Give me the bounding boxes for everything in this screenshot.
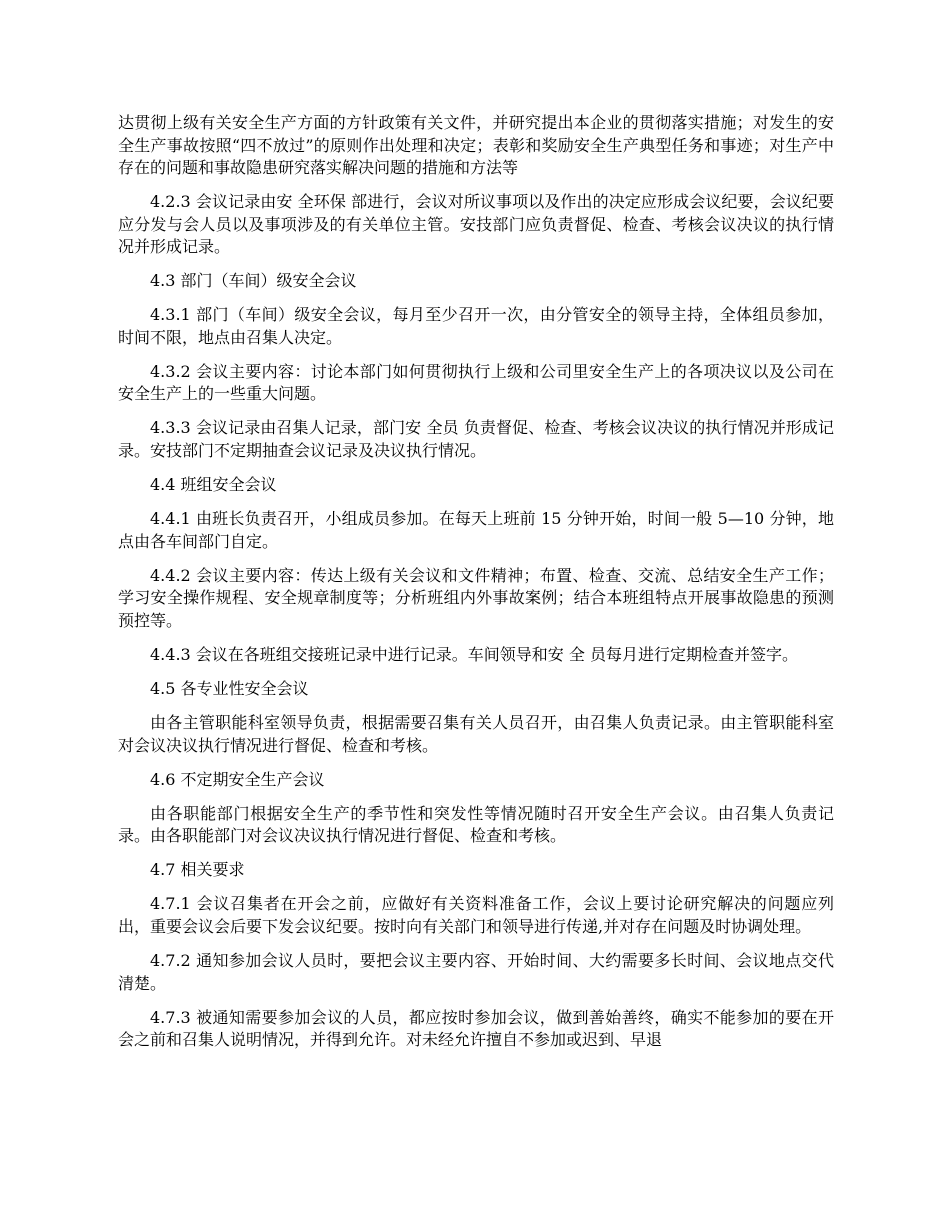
paragraph-4-2-3: 4.2.3 会议记录由安 全环保 部进行，会议对所议事项以及作出的决定应形成会议纪要，会议纪要应分发与会人员以及事项涉及的有关单位主管。安技部门应负责督促、检查、考核会议决议的执行情况并形成记录。: [118, 192, 834, 257]
heading-4-6: 4.6 不定期安全生产会议: [150, 769, 325, 789]
heading-4-5: 4.5 各专业性安全会议: [150, 678, 309, 698]
document-page: [118, 112, 834, 1063]
paragraph-4-3-3: 4.3.3 会议记录由召集人记录，部门安 全员 负责督促、检查、考核会议决议的执行情况并形成记录。安技部门不定期抽查会议记录及决议执行情况。: [118, 418, 834, 460]
paragraph-4-7-2: 4.7.2 通知参加会议人员时，要把会议主要内容、开始时间、大约需要多长时间、会议地点交代清楚。: [118, 951, 834, 993]
paragraph-4-7-1: 4.7.1 会议召集者在开会之前，应做好有关资料准备工作，会议上要讨论研究解决的问题应列出，重要会议会后要下发会议纪要。按时向有关部门和领导进行传递,并对存在问题及时协调处理。: [118, 894, 834, 936]
heading-4-7: 4.7 相关要求: [150, 860, 245, 880]
paragraph-4-3-2: 4.3.2 会议主要内容：讨论本部门如何贯彻执行上级和公司里安全生产上的各项决议以及公司在安全生产上的一些重大问题。: [118, 361, 834, 404]
paragraph-4-3-1: 4.3.1 部门（车间）级安全会议，每月至少召开一次，由分管安全的领导主持，全体组员参加，时间不限，地点由召集人决定。: [118, 305, 834, 347]
heading-4-3: 4.3 部门（车间）级安全会议: [150, 271, 357, 291]
paragraph-4-7-3: 4.7.3 被通知需要参加会议的人员，都应按时参加会议，做到善始善终，确实不能参加的要在开会之前和召集人说明情况，并得到允许。对未经允许擅自不参加或迟到、早退: [118, 1007, 834, 1050]
paragraph-4-4-3: 4.4.3 会议在各班组交接班记录中进行记录。车间领导和安 全 员每月进行定期检查并签字。: [150, 644, 798, 664]
paragraph-4-5-body: 由各主管职能科室领导负责，根据需要召集有关人员召开，由召集人负责记录。由主管职能科室对会议决议执行情况进行督促、检查和考核。: [118, 713, 834, 755]
paragraph-4-6-body: 由各职能部门根据安全生产的季节性和突发性等情况随时召开安全生产会议。由召集人负责记录。由各职能部门对会议决议执行情况进行督促、检查和考核。: [118, 803, 834, 846]
paragraph-4-4-1: 4.4.1 由班长负责召开，小组成员参加。在每天上班前 15 分钟开始，时间一般 5—10 分钟，地点由各车间部门自定。: [118, 509, 834, 551]
paragraph-4-4-2: 4.4.2 会议主要内容：传达上级有关会议和文件精神；布置、检查、交流、总结安全生产工作；学习安全操作规程、安全规章制度等；分析班组内外事故案例；结合本班组特点开展事故隐患的预测预控等。: [118, 565, 834, 630]
heading-4-4: 4.4 班组安全会议: [150, 475, 277, 495]
paragraph-continuation: 达贯彻上级有关安全生产方面的方针政策有关文件，并研究提出本企业的贯彻落实措施；对发生的安全生产事故按照“四不放过”的原则作出处理和决定；表彰和奖励安全生产典型任务和事迹；对生产中存在的问题和事故隐患研究落实解决问题的措施和方法等: [118, 113, 834, 177]
